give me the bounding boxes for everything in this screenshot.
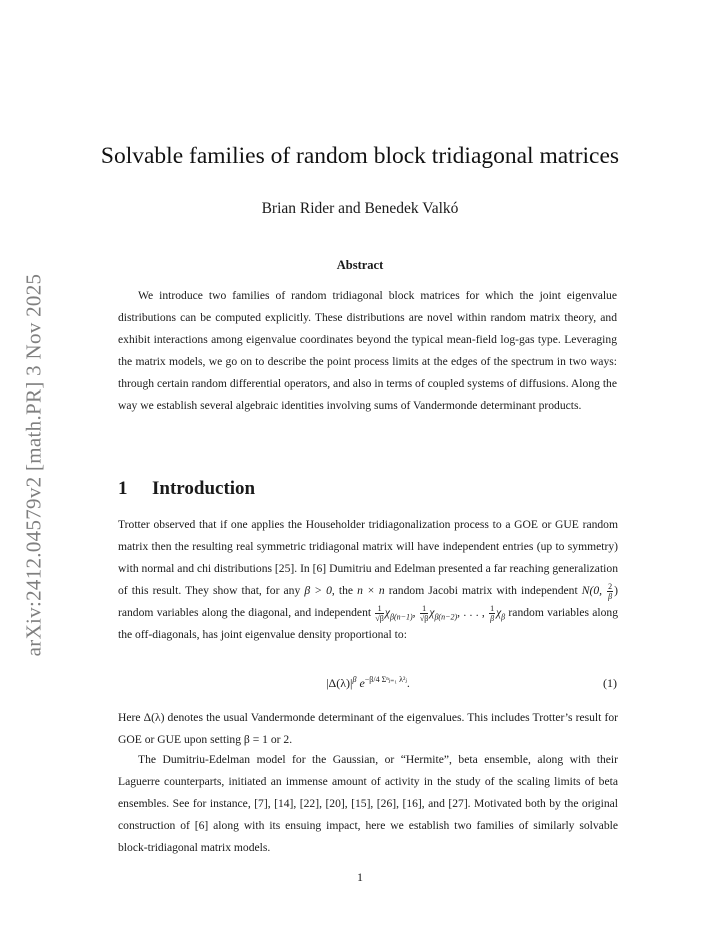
fraction-1-over-sqrt-beta: $\frac{1}{√\beta}$: [419, 603, 429, 623]
paper-authors: Brian Rider and Benedek Valkó: [261, 200, 459, 217]
section-heading: [118, 478, 255, 500]
equation-number: (1): [603, 676, 617, 690]
equation-expression: $|\Delta(\lambda)|^\beta$ $e^{-\beta/4 \Sigma^nⱼ_{=1} \lambda^2ⱼ}$.: [326, 675, 410, 690]
arxiv-identifier: arXiv:2412.04579v2 [math.PR] 3 Nov 2025: [21, 273, 46, 657]
fraction-1-over-beta: $\frac{1}{\beta}$: [490, 603, 495, 623]
intro-paragraph-1: Trotter observed that if one applies the Householder tridiagonalization process to a GOE or GUE random matrix then the resulting real symmetric tridiagonal matrix will have independent entries (up to symmetry) with normal and chi distributions [25]. In [6] Dumitriu and Edelman presented a far reaching generalization of this result. They show that, for any β > 0, the n × n random Jacobi matrix with independent N(0, $\frac{2}{\beta}$ ) random variables along the diagonal, and independent $\frac{1}{√\beta}$ $\chi_{\beta(n-1)}$, $\frac{1}{√\beta}$ $\chi_{\beta(n-2)}$, . . . , $\frac{1}{\beta}$ $\chi_\beta$ random variables along the off-diagonals, has joint eigenvalue density proportional to:: [118, 518, 619, 641]
abstract-heading: Abstract: [336, 258, 384, 272]
fraction-2-over-beta: $\frac{2}{\beta}$: [608, 581, 613, 601]
equation-1: [118, 674, 618, 696]
section-number: 1: [118, 478, 128, 499]
intro-paragraph-2: Here Δ(λ) denotes the usual Vandermonde determinant of the eigenvalues. This includes Trotter’s result for GOE or GUE upon setting β = 1 or 2.: [118, 711, 618, 746]
section-title: Introduction: [152, 478, 256, 499]
fraction-1-over-sqrt-beta: $\frac{1}{√\beta}$: [375, 603, 384, 623]
paper-title: Solvable families of random block tridiagonal matrices: [100, 143, 620, 169]
intro-paragraph-3: The Dumitriu-Edelman model for the Gaussian, or “Hermite”, beta ensemble, along with their Laguerre counterparts, initiated an immense amount of activity in the study of the scaling limits of beta ensembles. See for instance, [7], [14], [22], [20], [15], [26], [16], and [27]. Motivated both by the original construction of [6] along with its ensuing impact, here we establish two families of similarly solvable block-tridiagonal matrix models.: [118, 753, 618, 854]
arxiv-identifier-sidebar: [18, 250, 50, 680]
abstract-text: We introduce two families of random tridiagonal block matrices for which the joint eigenvalue distributions can be computed explicitly. These distributions are novel within random matrix theory, and exhibit interactions among eigenvalue coordinates beyond the typical mean-field log-gas type. Leveraging the matrix models, we go on to describe the point process limits at the edges of the spectrum in two ways: through certain random differential operators, and also in terms of coupled systems of diffusions. Along the way we establish several algebraic identities involving sums of Vandermonde determinant products.: [118, 289, 617, 413]
page-number: 1: [357, 870, 363, 884]
